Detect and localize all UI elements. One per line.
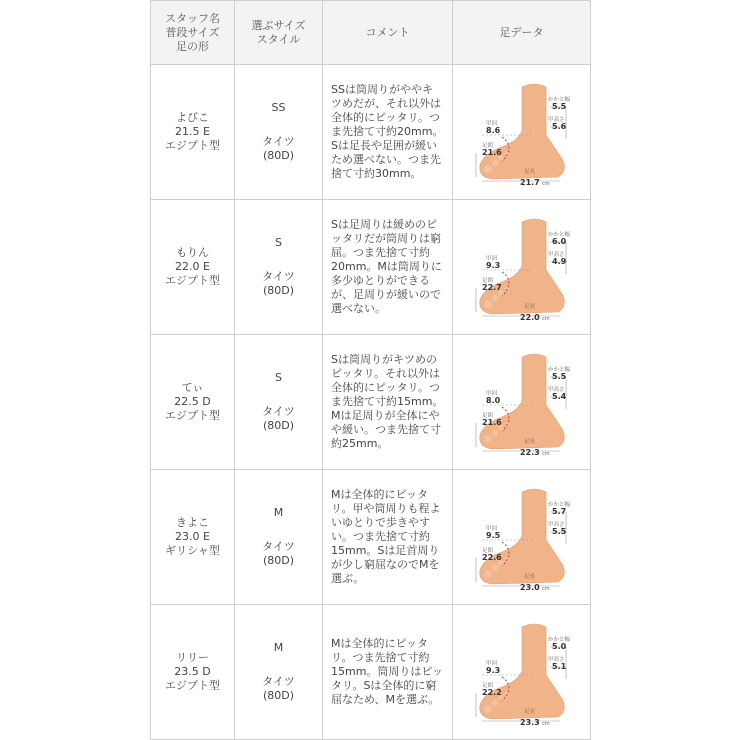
tights-style: タイツ (80D) bbox=[262, 405, 295, 432]
heel-width-label: かかと幅 bbox=[547, 502, 570, 508]
staff-cell: よびこ 21.5 E エジプト型 bbox=[151, 65, 235, 200]
foot-width-value: 21.6 bbox=[481, 418, 502, 427]
foot-width-label: 足囲 bbox=[481, 413, 493, 419]
foot-width-value: 22.2 bbox=[481, 688, 502, 697]
header-comment: コメント bbox=[323, 1, 453, 65]
foot-width-label: 足囲 bbox=[481, 278, 493, 284]
ankle-height-label: 甲高さ bbox=[547, 252, 565, 258]
foot-length-value: 23.0 bbox=[519, 583, 540, 592]
table-row bbox=[151, 65, 591, 200]
table-row bbox=[151, 470, 591, 605]
chosen-size: M bbox=[273, 506, 284, 519]
ankle-height-value: 5.4 bbox=[551, 392, 566, 401]
instep-value: 9.5 bbox=[485, 531, 500, 540]
foot-length-label: 足長 bbox=[523, 574, 535, 580]
staff-cell: リリー 23.5 D エジプト型 bbox=[151, 605, 235, 740]
tights-style: タイツ (80D) bbox=[262, 540, 295, 567]
instep-value: 8.0 bbox=[485, 396, 500, 405]
heel-width-label: かかと幅 bbox=[547, 637, 570, 643]
size-style-cell bbox=[235, 605, 323, 740]
foot-illustration bbox=[462, 482, 582, 592]
foot-length-label: 足長 bbox=[523, 169, 535, 175]
instep-label: 甲回 bbox=[485, 121, 497, 127]
comment-cell: Mは全体的にピッタ リ。甲や筒周りも程よ いゆとりで歩きやす い。つま先捨て寸約 15mm。Sは足首周り が少し窮屈なのでMを 選ぶ。 bbox=[323, 470, 453, 605]
foot-illustration bbox=[462, 212, 582, 322]
heel-width-label: かかと幅 bbox=[547, 97, 570, 103]
foot-data-cell bbox=[453, 470, 591, 605]
foot-data-cell bbox=[453, 200, 591, 335]
comment-cell: Mは全体的にピッタ リ。つま先捨て寸約 15mm。筒周りはピッ タリ。Sは全体的に窮 屈なため、Mを選ぶ。 bbox=[323, 605, 453, 740]
size-style-cell bbox=[235, 470, 323, 605]
staff-cell: きよこ 23.0 E ギリシャ型 bbox=[151, 470, 235, 605]
foot-data-cell bbox=[453, 335, 591, 470]
foot-width-label: 足囲 bbox=[481, 683, 493, 689]
header-staff: スタッフ名 普段サイズ 足の形 bbox=[151, 1, 235, 65]
foot-width-label: 足囲 bbox=[481, 143, 493, 149]
foot-length-value: 23.3 bbox=[519, 718, 540, 727]
chosen-size: M bbox=[273, 641, 284, 654]
instep-label: 甲回 bbox=[485, 256, 497, 262]
foot-width-value: 22.7 bbox=[481, 283, 502, 292]
chosen-size: S bbox=[275, 236, 282, 249]
tights-style: タイツ (80D) bbox=[262, 270, 295, 297]
foot-length-value: 21.7 bbox=[519, 178, 540, 187]
comment-cell: Sは筒周りがキツめの ピッタリ。それ以外は 全体的にピッタリ。つ ま先捨て寸約15mm。 Mは足周りが全体にや や緩い。つま先捨て寸 約25mm。 bbox=[323, 335, 453, 470]
foot-illustration bbox=[462, 617, 582, 727]
size-style-cell bbox=[235, 200, 323, 335]
size-style-cell bbox=[235, 335, 323, 470]
foot-width-value: 21.6 bbox=[481, 148, 502, 157]
foot-length-label: 足長 bbox=[523, 709, 535, 715]
instep-value: 9.3 bbox=[485, 666, 500, 675]
foot-data-cell bbox=[453, 65, 591, 200]
ankle-height-label: 甲高さ bbox=[547, 657, 565, 663]
staff-cell: もりん 22.0 E エジプト型 bbox=[151, 200, 235, 335]
comment-cell: SSは筒周りがややキ ツめだが、それ以外は 全体的にピッタリ。つ ま先捨て寸約20mm。 Sは足長や足囲が緩い ため選べない。つま先 捨て寸約30mm。 bbox=[323, 65, 453, 200]
chosen-size: S bbox=[275, 371, 282, 384]
heel-width-value: 5.7 bbox=[551, 507, 566, 516]
ankle-height-value: 4.9 bbox=[551, 257, 566, 266]
table-row bbox=[151, 605, 591, 740]
foot-illustration bbox=[462, 77, 582, 187]
foot-width-label: 足囲 bbox=[481, 548, 493, 554]
ankle-height-value: 5.5 bbox=[551, 527, 566, 536]
heel-width-value: 5.5 bbox=[551, 102, 566, 111]
instep-value: 9.3 bbox=[485, 261, 500, 270]
ankle-height-label: 甲高さ bbox=[547, 387, 565, 393]
staff-cell: てぃ 22.5 D エジプト型 bbox=[151, 335, 235, 470]
instep-label: 甲回 bbox=[485, 391, 497, 397]
table-row bbox=[151, 335, 591, 470]
foot-data-cell bbox=[453, 605, 591, 740]
unit-label: cm bbox=[541, 586, 550, 592]
comment-cell: Sは足周りは緩めのピ ッタリだが筒周りは窮 屈。つま先捨て寸約 20mm。Mは筒周りに 多少ゆとりができる が、足周りが緩いので 選べない。 bbox=[323, 200, 453, 335]
header-foot-data: 足データ bbox=[453, 1, 591, 65]
foot-length-label: 足長 bbox=[523, 439, 535, 445]
foot-length-value: 22.3 bbox=[519, 448, 540, 457]
instep-label: 甲回 bbox=[485, 661, 497, 667]
unit-label: cm bbox=[541, 181, 550, 187]
tights-style: タイツ (80D) bbox=[262, 135, 295, 162]
fit-data-table bbox=[150, 0, 591, 740]
heel-width-value: 5.0 bbox=[551, 642, 566, 651]
instep-label: 甲回 bbox=[485, 526, 497, 532]
unit-label: cm bbox=[541, 721, 550, 727]
instep-value: 8.6 bbox=[485, 126, 500, 135]
heel-width-value: 6.0 bbox=[551, 237, 566, 246]
table-row bbox=[151, 200, 591, 335]
unit-label: cm bbox=[541, 451, 550, 457]
ankle-height-label: 甲高さ bbox=[547, 522, 565, 528]
foot-width-value: 22.6 bbox=[481, 553, 502, 562]
heel-width-value: 5.5 bbox=[551, 372, 566, 381]
foot-length-value: 22.0 bbox=[519, 313, 540, 322]
foot-length-label: 足長 bbox=[523, 304, 535, 310]
size-style-cell bbox=[235, 65, 323, 200]
unit-label: cm bbox=[541, 316, 550, 322]
foot-illustration bbox=[462, 347, 582, 457]
ankle-height-value: 5.6 bbox=[551, 122, 566, 131]
chosen-size: SS bbox=[271, 101, 286, 114]
ankle-height-value: 5.1 bbox=[551, 662, 566, 671]
ankle-height-label: 甲高さ bbox=[547, 117, 565, 123]
tights-style: タイツ (80D) bbox=[262, 675, 295, 702]
header-size: 選ぶサイズ スタイル bbox=[235, 1, 323, 65]
heel-width-label: かかと幅 bbox=[547, 232, 570, 238]
heel-width-label: かかと幅 bbox=[547, 367, 570, 373]
header-row bbox=[151, 1, 591, 65]
